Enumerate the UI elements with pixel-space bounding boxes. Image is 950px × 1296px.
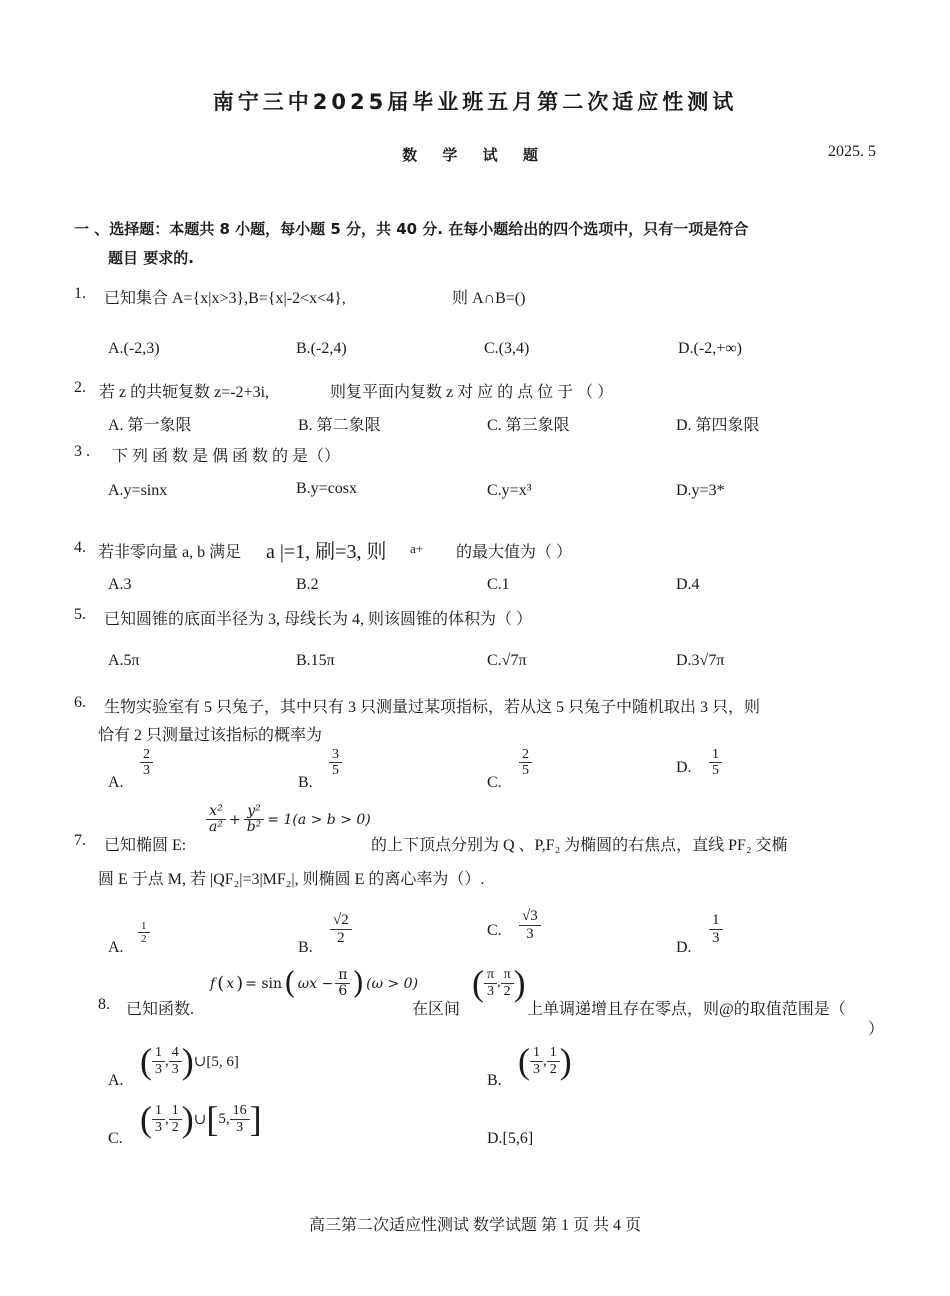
- plus-sign: +: [228, 811, 241, 828]
- denominator: 2: [141, 933, 147, 946]
- q4-option-b: B.2: [296, 576, 319, 593]
- q8-option-a-expr: ( $\frac{1}{3}$ , $\frac{4}{3}$ ) ∪[5, 6]: [140, 1041, 239, 1081]
- numerator: π: [484, 967, 497, 983]
- q6-option-b-label: B.: [298, 774, 313, 791]
- func-var: x: [226, 975, 235, 992]
- q6-option-d-fraction: [709, 747, 722, 779]
- numerator: 3: [329, 747, 342, 763]
- q2-option-b: B. 第二象限: [298, 417, 381, 434]
- q8-option-c-expr: ( $\frac{1}{3}$ , $\frac{1}{2}$ ) ∪ [ 5, $\frac{16}{3}$ ]: [140, 1099, 262, 1139]
- q7-option-a-fraction: [138, 920, 150, 945]
- numerator: 2: [519, 747, 532, 763]
- q6-number: 6.: [74, 694, 86, 711]
- page-footer: 高三第二次适应性测试 数学试题 第 1 页 共 4 页: [308, 1217, 641, 1234]
- func-cond: (ω > 0): [366, 975, 419, 992]
- q3-number: 3 .: [74, 443, 90, 460]
- q7-option-b-fraction: [330, 912, 352, 946]
- denominator: a²: [209, 819, 223, 836]
- numerator: y²: [244, 804, 264, 820]
- numerator: 1: [709, 747, 722, 763]
- numerator: √2: [330, 912, 352, 930]
- denominator: 3: [712, 929, 720, 946]
- q8-interval: ( $\frac{\pi}{3}$ , $\frac{\pi}{2}$ ): [472, 963, 526, 1003]
- q7-option-c-label: C.: [487, 922, 502, 939]
- q2-text-2: 则复平面内复数 z 对 应 的 点 位 于 （ ）: [330, 384, 614, 401]
- q7-text-2: 的上下顶点分别为 Q 、P,F₂ 为椭圆的右焦点，直线 PF₂ 交椭: [371, 837, 788, 854]
- q7-option-d-fraction: [709, 912, 723, 946]
- q7-ellipse-formula: [206, 804, 371, 836]
- section-heading-cont: 题目 要求的.: [108, 249, 194, 267]
- q7-text-3: 圆 E 于点 M, 若 |QF₂|=3|MF₂|, 则椭圆 E 的离心率为（）.: [98, 871, 485, 888]
- q8-text-2: 在区间: [412, 1001, 461, 1018]
- func-arg: ωx −: [297, 975, 334, 992]
- q3-option-c: C.y=x³: [487, 482, 532, 499]
- q5-option-b: B.15π: [296, 652, 335, 669]
- numerator: 1: [709, 912, 723, 930]
- numerator: x²: [206, 804, 226, 820]
- numerator: 2: [140, 747, 153, 763]
- q8-option-a-label: A.: [108, 1072, 124, 1089]
- denominator: b²: [246, 819, 262, 836]
- q6-text: 生物实验室有 5 只兔子，其中只有 3 只测量过某项指标，若从这 5 只兔子中随机取出 3 只，则: [104, 699, 761, 716]
- q8-option-d: D.[5,6]: [487, 1130, 534, 1147]
- q4-number: 4.: [74, 539, 86, 556]
- q2-option-a: A. 第一象限: [108, 417, 192, 434]
- q2-option-d: D. 第四象限: [676, 417, 760, 434]
- q6-option-c-fraction: [519, 747, 532, 779]
- q5-option-d: D.3√7π: [676, 652, 725, 669]
- q2-number: 2.: [74, 379, 86, 396]
- denominator: 3: [526, 925, 534, 942]
- q6-option-a-fraction: [140, 747, 153, 779]
- q8-text: 已知函数.: [126, 1001, 195, 1018]
- q3-option-b: B.y=cosx: [296, 480, 358, 497]
- section-heading: 一 、选择题：本题共 8 小题，每小题 5 分，共 40 分. 在每小题给出的四个选项中，只有一项是符合: [74, 220, 749, 238]
- q1-text: 已知集合 A={x|x>3},B={x|-2<x<4},: [104, 290, 346, 307]
- denominator: 2: [171, 1119, 179, 1135]
- exam-date: 2025. 5: [828, 143, 876, 160]
- q4-option-a: A.3: [108, 576, 132, 593]
- union-sign: ∪: [193, 1111, 207, 1128]
- q1-option-a: A.(-2,3): [108, 340, 160, 357]
- q7-option-d-label: D.: [676, 939, 692, 956]
- q1-option-c: C.(3,4): [484, 340, 530, 357]
- formula-rest: = 1(a > b > 0): [267, 811, 371, 828]
- denominator: 3: [155, 1119, 162, 1135]
- q7-text: 已知椭圆 E:: [104, 837, 187, 854]
- denominator: 3: [143, 763, 150, 779]
- q1-option-d: D.(-2,+∞): [678, 340, 742, 357]
- q3-option-a: A.y=sinx: [108, 482, 168, 499]
- q8-text-3: 上单调递增且存在零点，则@的取值范围是（: [527, 1001, 846, 1018]
- q8-option-c-label: C.: [108, 1130, 123, 1147]
- q5-option-a: A.5π: [108, 652, 140, 669]
- q6-option-c-label: C.: [487, 774, 502, 791]
- numerator: 1: [152, 1103, 165, 1119]
- denominator: 3: [155, 1061, 162, 1077]
- numerator: 1: [530, 1045, 543, 1061]
- q4-option-d: D.4: [676, 576, 700, 593]
- q6-option-a-label: A.: [108, 774, 124, 791]
- page-title: 南宁三中2025届毕业班五月第二次适应性测试: [212, 90, 738, 114]
- denominator: 2: [549, 1061, 557, 1077]
- denominator: 2: [503, 983, 511, 999]
- q7-option-a-label: A.: [108, 939, 124, 956]
- q7-option-c-fraction: [519, 908, 541, 942]
- numerator: 1: [169, 1103, 182, 1119]
- q1-option-b: B.(-2,4): [296, 340, 347, 357]
- q7-option-b-label: B.: [298, 939, 313, 956]
- q3-text: 下 列 函 数 是 偶 函 数 的 是（）: [112, 448, 341, 465]
- q4-text: 若非零向量 a, b 满足: [98, 544, 242, 561]
- q8-number: 8.: [98, 996, 110, 1013]
- page-subtitle: 数 学 试 题: [402, 146, 548, 164]
- q4-option-c: C.1: [487, 576, 510, 593]
- denominator: 5: [332, 763, 339, 779]
- func-name: f: [210, 975, 216, 992]
- q8-text-4: ）: [868, 1021, 885, 1038]
- numerator: 1: [152, 1045, 165, 1061]
- numerator: 16: [230, 1103, 250, 1119]
- q5-text: 已知圆锥的底面半径为 3, 母线长为 4, 则该圆锥的体积为（ ）: [104, 611, 533, 628]
- q4-text-2: 的最大值为（ ）: [456, 544, 573, 561]
- q4-text-vector: a |=1, 刷=3, 则: [266, 541, 387, 563]
- denominator: 5: [522, 763, 529, 779]
- q5-number: 5.: [74, 606, 86, 623]
- q6-option-b-fraction: [329, 747, 342, 779]
- numerator: π: [335, 968, 350, 984]
- denominator: 3: [533, 1061, 540, 1077]
- q6-text-2: 恰有 2 只测量过该指标的概率为: [98, 727, 323, 744]
- denominator: 6: [338, 983, 348, 999]
- q2-option-c: C. 第三象限: [487, 417, 570, 434]
- q8-option-b-label: B.: [487, 1072, 502, 1089]
- numerator: 1: [138, 920, 150, 933]
- numerator: 1: [547, 1045, 560, 1061]
- numerator: 4: [169, 1045, 182, 1061]
- q4-text-small: a+: [410, 541, 424, 556]
- denominator: 3: [487, 983, 495, 999]
- q8-option-b-expr: ( $\frac{1}{3}$ , $\frac{1}{2}$ ): [518, 1041, 572, 1081]
- denominator: 5: [712, 763, 719, 779]
- denominator: 2: [337, 929, 345, 946]
- q5-option-c: C.√7π: [487, 652, 527, 669]
- q8-function-formula: f ( x ) = sin ( ωx − $\frac{\pi}{6}$ ) (ω > 0): [210, 966, 419, 1001]
- numerator: π: [501, 967, 514, 983]
- union-tail: ∪[5, 6]: [193, 1053, 239, 1070]
- q1-text-2: 则 A∩B=(): [452, 290, 526, 307]
- q2-text: 若 z 的共轭复数 z=-2+3i,: [99, 384, 270, 401]
- q3-option-d: D.y=3*: [676, 482, 725, 499]
- q6-option-d-label: D.: [676, 759, 692, 776]
- denominator: 3: [236, 1119, 244, 1135]
- denominator: 3: [171, 1061, 179, 1077]
- q1-number: 1.: [74, 285, 86, 302]
- func-eq: = sin: [245, 975, 283, 992]
- q7-number: 7.: [74, 832, 86, 849]
- interval-start: 5,: [218, 1110, 230, 1127]
- numerator: √3: [519, 908, 541, 926]
